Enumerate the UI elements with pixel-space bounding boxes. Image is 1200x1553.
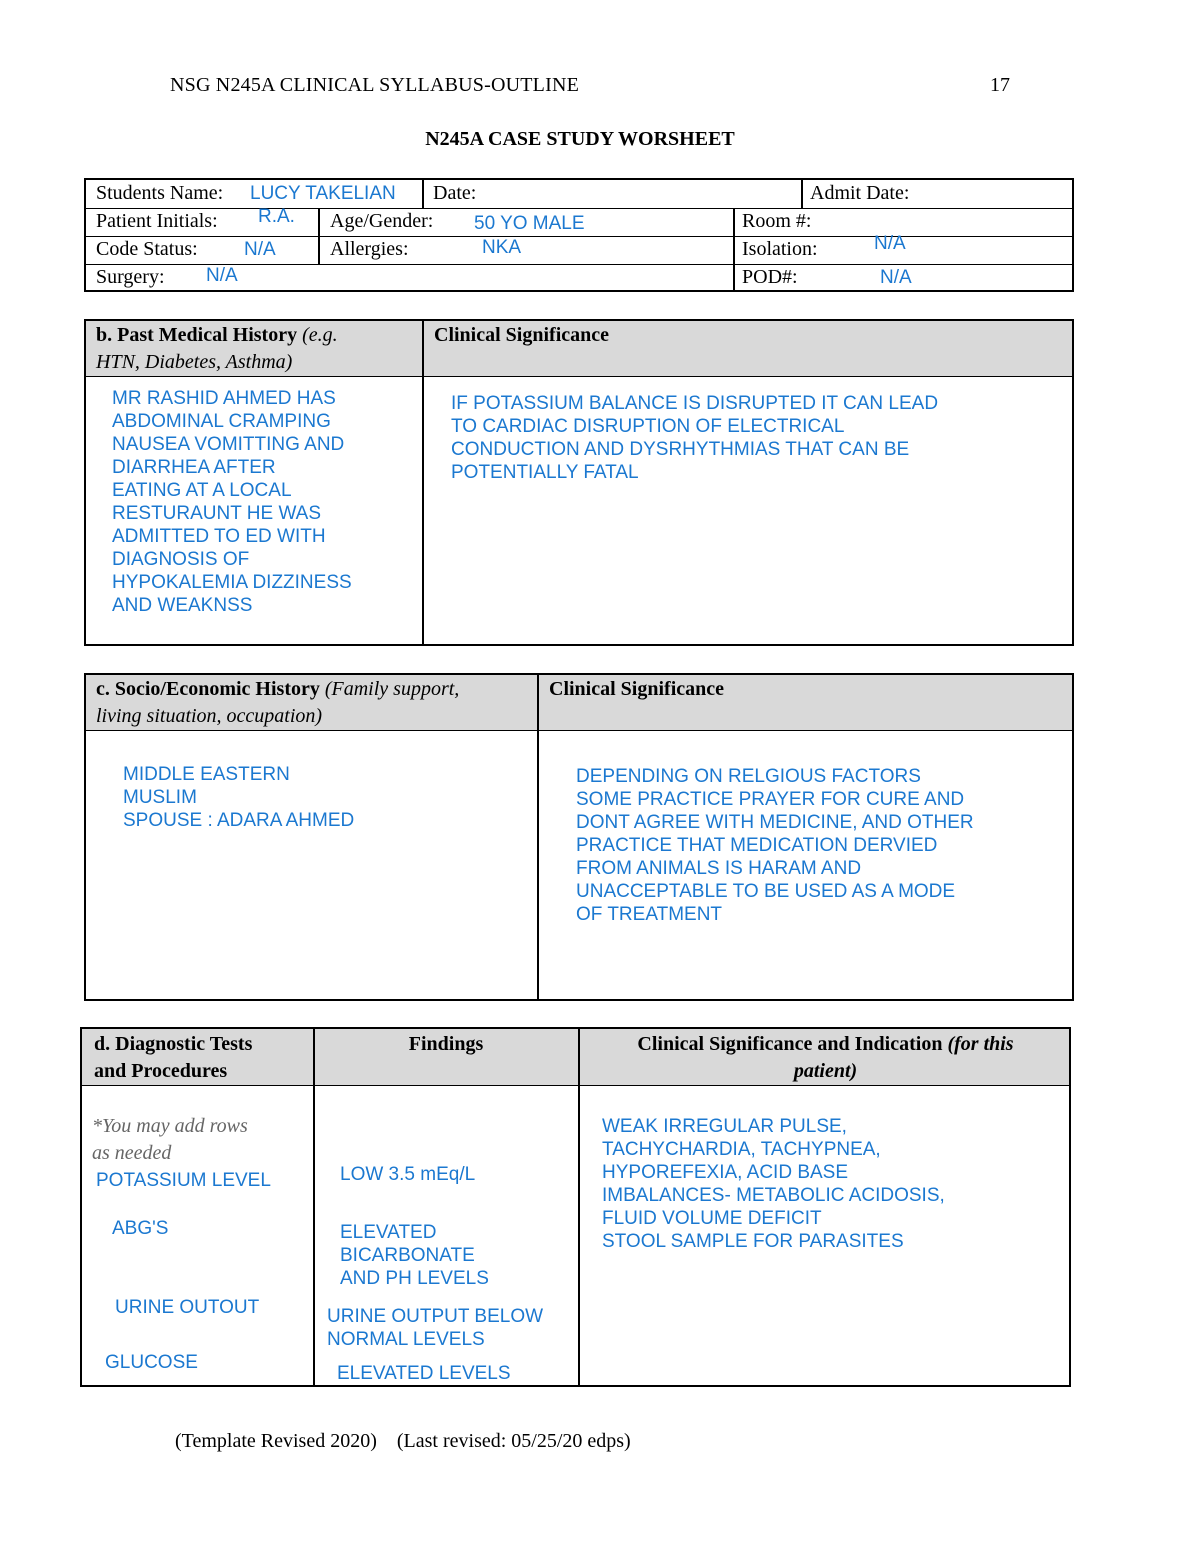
divider — [537, 675, 539, 999]
info-row-3 — [86, 233, 1072, 265]
isolation-label: Isolation: — [742, 238, 818, 260]
diagnostic-heading-1: d. Diagnostic Tests — [94, 1033, 253, 1055]
divider — [422, 321, 424, 644]
past-medical-heading-italic-2: HTN, Diabetes, Asthma) — [96, 351, 293, 373]
finding-item[interactable]: ELEVATED LEVELS — [337, 1363, 511, 1384]
test-item[interactable]: ABG'S — [112, 1218, 169, 1239]
divider — [318, 208, 320, 236]
past-medical-heading-italic: (e.g. — [302, 324, 338, 346]
past-medical-heading — [96, 322, 338, 349]
socio-economic-heading-bold: c. Socio/Economic History — [96, 678, 320, 700]
test-item[interactable]: URINE OUTOUT — [115, 1297, 260, 1318]
indication-heading-italic: (for this — [947, 1033, 1014, 1055]
finding-item[interactable]: ELEVATED BICARBONATE AND PH LEVELS — [340, 1222, 489, 1289]
indication-heading-bold: Clinical Significance and Indication — [637, 1033, 943, 1055]
socio-economic-significance-text[interactable]: DEPENDING ON RELGIOUS FACTORS SOME PRACTICE PRAYER FOR CURE AND DONT AGREE WITH MEDICINE, AND OTHER PRACTICE THAT MEDICATION DERVIED FROM ANIMALS IS HARAM AND UNACCEPTABLE TO BE USED AS A MODE OF TREATMENT — [576, 766, 974, 925]
socio-economic-heading — [96, 676, 459, 703]
course-header: NSG N245A CLINICAL SYLLABUS-OUTLINE — [170, 74, 580, 96]
indication-heading-italic-2: patient) — [793, 1060, 858, 1082]
allergies-value[interactable]: NKA — [482, 237, 522, 258]
footer — [175, 1430, 631, 1453]
worksheet-title: N245A CASE STUDY WORSHEET — [425, 128, 735, 150]
socio-economic-heading-italic-2: living situation, occupation) — [96, 705, 323, 727]
finding-item[interactable]: URINE OUTPUT BELOW NORMAL LEVELS — [327, 1306, 544, 1350]
add-rows-note: *You may add rows — [92, 1115, 248, 1137]
divider — [318, 236, 320, 264]
patient-info-table — [84, 178, 1074, 292]
divider — [313, 1029, 315, 1385]
past-medical-heading-bold: b. Past Medical History — [96, 324, 298, 346]
info-row-2 — [86, 208, 1072, 237]
divider — [733, 264, 735, 292]
diagnostic-tests-table — [80, 1027, 1071, 1387]
pod-value[interactable]: N/A — [880, 267, 912, 288]
students-name-value[interactable]: LUCY TAKELIAN — [250, 183, 396, 204]
test-item[interactable]: GLUCOSE — [105, 1352, 198, 1373]
pod-label: POD#: — [742, 266, 798, 288]
add-rows-note-2: as needed — [92, 1142, 172, 1164]
indication-heading — [580, 1031, 1071, 1058]
surgery-value[interactable]: N/A — [206, 265, 238, 286]
students-name-label: Students Name: — [96, 182, 224, 204]
info-row-4 — [86, 264, 1072, 292]
patient-initials-label: Patient Initials: — [96, 210, 218, 232]
last-revised: (Last revised: 05/25/20 edps) — [396, 1430, 631, 1452]
socio-economic-heading-italic: (Family support, — [324, 678, 460, 700]
divider — [733, 208, 735, 236]
isolation-value[interactable]: N/A — [874, 233, 906, 254]
past-medical-significance-text[interactable]: IF POTASSIUM BALANCE IS DISRUPTED IT CAN LEAD TO CARDIAC DISRUPTION OF ELECTRICAL CONDUCTION AND DYSRHYTHMIAS THAT CAN BE POTENTIALLY FATAL — [451, 393, 939, 483]
diagnostic-heading-2: and Procedures — [94, 1060, 228, 1082]
surgery-label: Surgery: — [96, 266, 165, 288]
indication-text[interactable]: WEAK IRREGULAR PULSE, TACHYCHARDIA, TACHYPNEA, HYPOREFEXIA, ACID BASE IMBALANCES- METABOLIC ACIDOSIS, FLUID VOLUME DEFICIT STOOL SAMPLE FOR PARASITES — [602, 1116, 945, 1252]
finding-item[interactable]: LOW 3.5 mEq/L — [340, 1164, 476, 1185]
past-medical-history-table — [84, 319, 1074, 646]
allergies-label: Allergies: — [330, 238, 409, 260]
info-row-1 — [86, 180, 1072, 209]
date-label: Date: — [433, 182, 477, 204]
divider — [422, 180, 424, 208]
admit-date-label: Admit Date: — [810, 182, 910, 204]
template-revised: (Template Revised 2020) — [175, 1430, 377, 1452]
room-label: Room #: — [742, 210, 812, 232]
socio-economic-significance-heading: Clinical Significance — [549, 678, 724, 700]
divider — [733, 236, 735, 264]
past-medical-history-text[interactable]: MR RASHID AHMED HAS ABDOMINAL CRAMPING NAUSEA VOMITTING AND DIARRHEA AFTER EATING AT A LOCAL RESTURAUNT HE WAS ADMITTED TO ED WITH DIAGNOSIS OF HYPOKALEMIA DIZZINESS AND WEAKNSS — [112, 388, 352, 616]
patient-initials-value[interactable]: R.A. — [258, 206, 295, 227]
age-gender-value[interactable]: 50 YO MALE — [474, 213, 585, 234]
socio-economic-history-table — [84, 673, 1074, 1001]
test-item[interactable]: POTASSIUM LEVEL — [96, 1170, 271, 1191]
age-gender-label: Age/Gender: — [330, 210, 434, 232]
divider — [801, 180, 803, 208]
page-number: 17 — [990, 74, 1010, 96]
past-medical-significance-heading: Clinical Significance — [434, 324, 609, 346]
code-status-label: Code Status: — [96, 238, 198, 260]
code-status-value[interactable]: N/A — [244, 239, 276, 260]
socio-economic-history-text[interactable]: MIDDLE EASTERN MUSLIM SPOUSE : ADARA AHMED — [123, 764, 355, 831]
findings-heading: Findings — [408, 1033, 484, 1055]
